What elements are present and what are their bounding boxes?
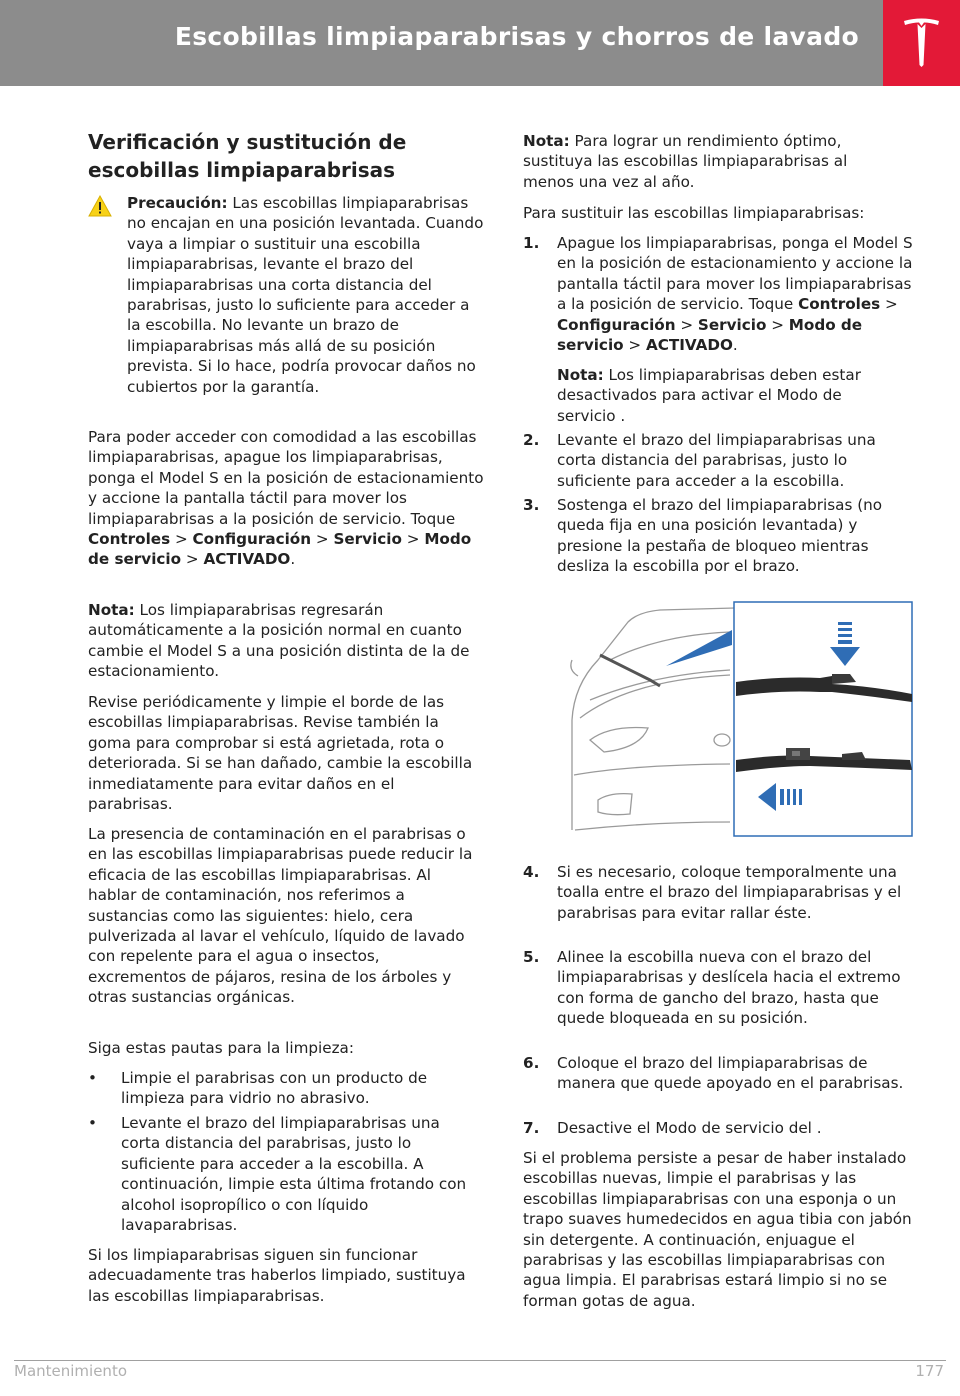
replace-intro-text: Para sustituir las escobillas limpiaparabrisas:	[523, 204, 865, 222]
step-number: 6.	[523, 1054, 540, 1072]
page-header	[0, 0, 883, 86]
note-label: Nota:	[88, 601, 135, 619]
path-separator: >	[170, 530, 193, 549]
step-text: Sostenga el brazo del limpiaparabrisas (no queda fija en una posición levantada) y presione la pestaña de bloqueo mientras desliza la escobilla por el brazo.	[557, 496, 883, 576]
wiper-replacement-illustration	[570, 600, 913, 838]
path-separator: >	[311, 530, 334, 549]
path-activado: ACTIVADO	[645, 336, 733, 355]
bullet-item-1	[88, 1068, 478, 1109]
caution-block	[127, 193, 485, 397]
footer-divider	[14, 1360, 946, 1361]
step-text: Coloque el brazo del limpiaparabrisas de manera que quede apoyado en el parabrisas.	[557, 1054, 904, 1093]
path-separator: >	[675, 315, 698, 334]
path-servicio: Servicio	[697, 315, 767, 334]
access-text: Para poder acceder con comodidad a las escobillas limpiaparabrisas, apague los limpiaparabrisas, ponga el Model S en la posición de estacionamiento y accione la pantalla táctil para mover los limpiaparabrisas a la posición de servicio. Toque	[88, 428, 484, 528]
note-label: Nota:	[523, 132, 570, 150]
brand-logo-box	[883, 0, 960, 86]
bullet-dot: •	[88, 1069, 97, 1087]
path-controles: Controles	[88, 530, 171, 549]
step-number: 3.	[523, 496, 540, 514]
path-modo-servicio: Modo de servicio	[88, 530, 472, 569]
note-text: Los limpiaparabrisas deben estar desactivados para activar el Modo de servicio .	[557, 366, 861, 425]
closing-paragraph	[523, 1148, 913, 1311]
step-number: 5.	[523, 948, 540, 966]
replace-intro	[523, 203, 918, 223]
bullet-dot: •	[88, 1114, 97, 1132]
warning-triangle-icon	[88, 195, 112, 217]
step-text: Si es necesario, coloque temporalmente una toalla entre el brazo del limpiaparabrisas y el parabrisas para evitar rallar éste.	[557, 863, 902, 922]
right-note	[523, 131, 898, 192]
step-text: Desactive el Modo de servicio del .	[557, 1119, 822, 1137]
path-modo-servicio: Modo de servicio	[557, 315, 863, 355]
footer-page-number: 177	[915, 1362, 944, 1380]
tesla-logo-icon	[903, 17, 940, 67]
access-paragraph: Para poder acceder con comodidad a las escobillas limpiaparabrisas, apague los limpiaparabrisas, ponga el Model S en la posición de estacionamiento y accione la pantalla táctil para mover los limpiaparabrisas a la posición de servicio. Toque Controles > Configuración > Servicio > Modo de servicio > ACTIVADO.	[88, 428, 484, 569]
step-text: Levante el brazo del limpiaparabrisas una corta distancia del parabrisas, justo lo suficiente para acceder a la escobilla.	[557, 431, 876, 490]
step-text: Alinee la escobilla nueva con el brazo del limpiaparabrisas y deslícela hacia el extremo con forma de gancho del brazo, hasta que quede bloqueada en su posición.	[557, 948, 901, 1028]
section-title: Verificación y sustitución de escobillas limpiaparabrisas	[88, 130, 407, 182]
path-separator: >	[401, 530, 425, 549]
path-configuracion: Configuración	[557, 315, 676, 334]
step-number: 7.	[523, 1119, 540, 1137]
header-title: Escobillas limpiaparabrisas y chorros de lavado	[174, 22, 859, 51]
wiper-diagram	[570, 600, 913, 838]
step-1-note	[557, 365, 902, 426]
final-paragraph	[88, 1245, 473, 1306]
step-number: 4.	[523, 863, 540, 881]
step-2	[523, 430, 918, 491]
path-activado: ACTIVADO	[203, 550, 291, 569]
note-text: Para lograr un rendimiento óptimo, sustituya las escobillas limpiaparabrisas al menos una vez al año.	[523, 132, 848, 191]
path-servicio: Servicio	[333, 530, 402, 549]
path-separator: >	[766, 315, 789, 334]
callout-pointer	[666, 630, 732, 666]
path-controles: Controles	[798, 295, 881, 314]
path-configuracion: Configuración	[192, 530, 312, 549]
inspect-paragraph	[88, 692, 483, 814]
bullet-text: Limpie el parabrisas con un producto de limpieza para vidrio no abrasivo.	[121, 1069, 428, 1108]
step-6	[523, 1053, 918, 1094]
step-5	[523, 947, 918, 1029]
guide-intro	[88, 1038, 478, 1058]
caution-text: Las escobillas limpiaparabrisas no encajan en una posición levantada. Cuando vaya a limpiar o sustituir una escobilla limpiaparabrisas, levante el brazo del limpiaparabrisas una corta distancia del parabrisas, justo lo suficiente para acceder a la escobilla. No levante un brazo de limpiaparabrisas más allá de su posición prevista. Si lo hace, podría provocar daños no cubiertos por la garantía.	[127, 194, 484, 396]
note-text: Los limpiaparabrisas regresarán automáticamente a la posición normal en cuanto cambie el Model S a una posición distinta de la de estacionamiento.	[88, 601, 470, 681]
step-text: Apague los limpiaparabrisas, ponga el Model S en la posición de estacionamiento y accione la pantalla táctil para mover los limpiaparabrisas a la posición de servicio. Toque	[557, 234, 913, 314]
path-separator: >	[623, 336, 646, 355]
step-end: .	[732, 336, 738, 355]
closing-text: Si el problema persiste a pesar de haber instalado escobillas nuevas, limpie el parabrisas y las escobillas limpiaparabrisas con una esponja o un trapo suaves humedecidos en agua tibia con jabón sin detergente. A continuación, enjuague el parabrisas y las escobillas limpiaparabrisas con agua limpia. El parabrisas estará limpio si no se forman gotas de agua.	[523, 1149, 912, 1310]
note-label: Nota:	[557, 366, 604, 384]
guide-intro-text: Siga estas pautas para la limpieza:	[88, 1039, 354, 1057]
step-number: 2.	[523, 431, 540, 449]
step-7	[523, 1118, 918, 1138]
inspect-text: Revise periódicamente y limpie el borde de las escobillas limpiaparabrisas. Revise también la goma para comprobar si está agrietada, rota o deteriorada. Si se han dañado, cambie la escobilla inmediatamente para evitar daños en el parabrisas.	[88, 693, 473, 814]
final-text: Si los limpiaparabrisas siguen sin funcionar adecuadamente tras haberlos limpiado, sustituya las escobillas limpiaparabrisas.	[88, 1246, 466, 1305]
step-1	[523, 233, 918, 355]
path-separator: >	[181, 550, 204, 569]
caution-label: Precaución:	[127, 194, 228, 212]
contamination-paragraph	[88, 824, 478, 1008]
footer-section-name: Mantenimiento	[14, 1362, 127, 1380]
bullet-text: Levante el brazo del limpiaparabrisas una corta distancia del parabrisas, justo lo suficiente para acceder a la escobilla. A continuación, limpie esta última frotando con alcohol isopropílico o con líquido lavaparabrisas.	[121, 1114, 467, 1235]
step-4	[523, 862, 918, 923]
step-number: 1.	[523, 234, 540, 252]
bullet-item-2	[88, 1113, 478, 1235]
contamination-text: La presencia de contaminación en el parabrisas o en las escobillas limpiaparabrisas puede reducir la eficacia de las escobillas limpiaparabrisas. Al hablar de contaminación, nos referimos a sustancias como las siguientes: hielo, cera pulverizada al lavar el vehículo, líquido de lavado con repelente para el agua o insectos, excrementos de pájaros, resina de los árboles y otras sustancias orgánicas.	[88, 825, 473, 1007]
car-front-drawing	[571, 608, 735, 830]
path-separator: >	[880, 295, 898, 314]
detail-frame	[734, 602, 912, 836]
step-3	[523, 495, 918, 577]
left-note	[88, 600, 473, 682]
